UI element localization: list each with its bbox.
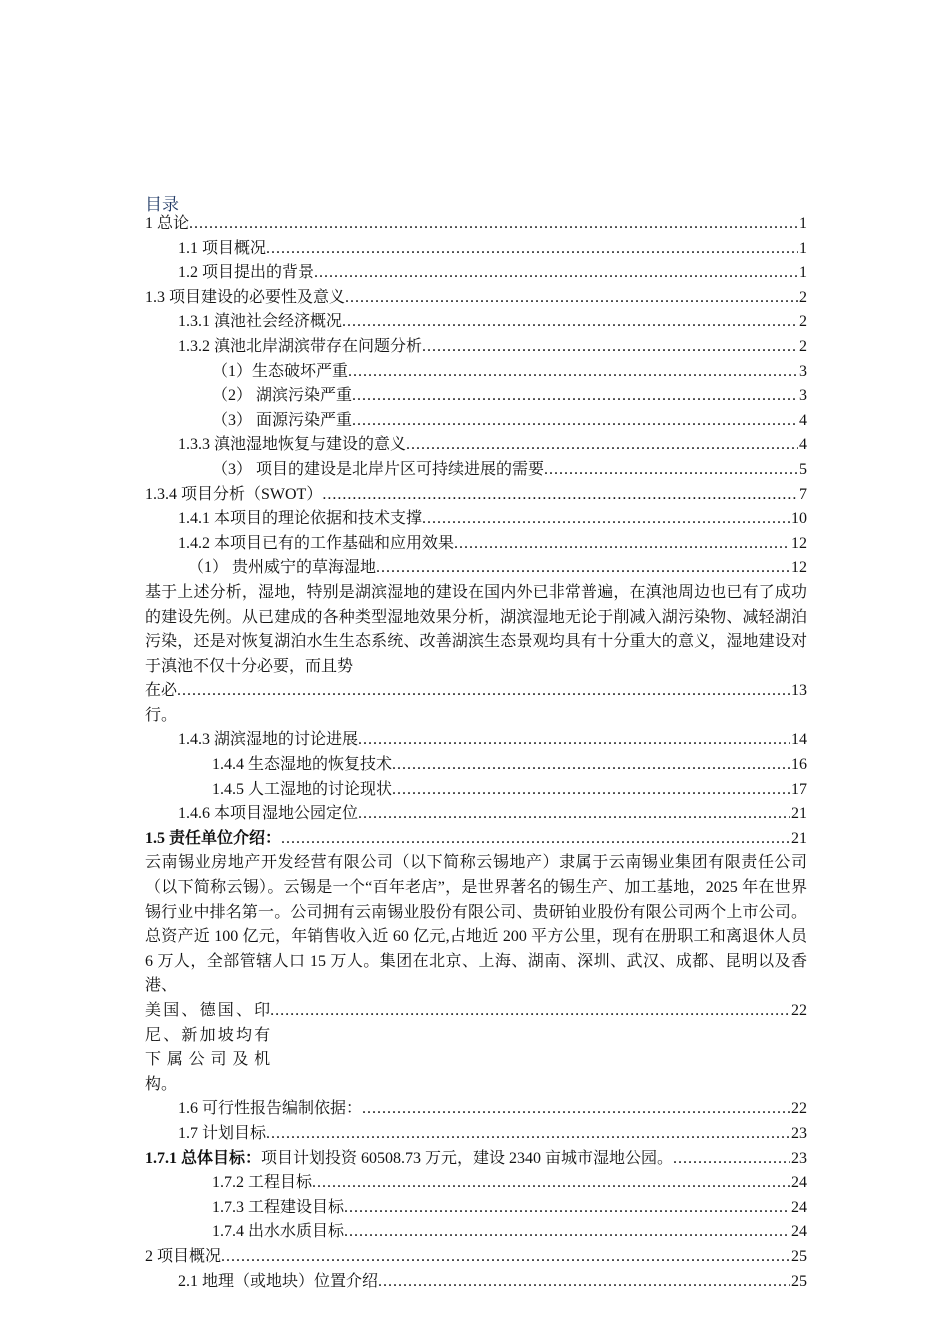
toc-entry[interactable] bbox=[145, 1122, 807, 1147]
toc-entry-label: 1.3.3 滇池湿地恢复与建设的意义 bbox=[178, 436, 407, 454]
toc-entry-page: 23 bbox=[791, 1149, 807, 1167]
toc-entry[interactable] bbox=[145, 237, 807, 262]
toc-entry[interactable] bbox=[145, 532, 807, 557]
toc-entry-page: 1 bbox=[799, 264, 807, 282]
toc-entry-page: 25 bbox=[791, 1247, 807, 1265]
paragraph-text: 基于上述分析，湿地，特别是湖滨湿地的建设在国内外已非常普遍，在滇池周边也已有了成功的建设先例。从已建成的各种类型湿地效果分析，湖滨湿地无论于削减入湖污染物、减轻湖泊污染，还是对恢复湖泊水生生态系统、改善湖滨生态景观均具有十分重大的意义，湿地建设对于滇池不仅十分必要，而且势 bbox=[145, 583, 807, 675]
toc-entry-label: 1.2 项目提出的背景 bbox=[178, 264, 315, 282]
toc-entry-page: 16 bbox=[791, 756, 807, 774]
toc-entry-label: 1.3.1 滇池社会经济概况 bbox=[178, 313, 343, 331]
toc-title: 目录 bbox=[145, 195, 179, 215]
toc-entry[interactable] bbox=[145, 212, 807, 237]
toc-entry[interactable] bbox=[145, 261, 807, 286]
toc-entry-page: 4 bbox=[799, 411, 807, 429]
toc-entry-page: 17 bbox=[791, 780, 807, 798]
toc-entry-page: 1 bbox=[799, 239, 807, 257]
toc-entry-page: 22 bbox=[791, 1002, 807, 1019]
toc-entry[interactable] bbox=[145, 310, 807, 335]
toc-entry-page: 2 bbox=[799, 337, 807, 355]
toc-paragraph-wetland[interactable] bbox=[145, 581, 807, 729]
toc-entry-page: 21 bbox=[791, 829, 807, 847]
toc-entry-label: 1.3.4 项目分析（SWOT） bbox=[145, 485, 323, 503]
toc-entry-label: 1.1 项目概况 bbox=[178, 239, 267, 257]
toc-entry-page: 25 bbox=[791, 1272, 807, 1290]
toc-entry-label: 1.4.5 人工湿地的讨论现状 bbox=[212, 780, 393, 798]
toc-entry-label: 1 总论 bbox=[145, 215, 190, 232]
toc-entry-label: 1.4.6 本项目湿地公园定位 bbox=[178, 805, 359, 823]
toc-entry-page: 2 bbox=[799, 313, 807, 331]
toc-entry[interactable] bbox=[145, 433, 807, 458]
toc-entry-label: 1.3.2 滇池北岸湖滨带存在问题分析 bbox=[178, 337, 423, 355]
toc-entry-label: 1.7.2 工程目标 bbox=[212, 1174, 313, 1192]
toc-entry[interactable] bbox=[145, 1196, 807, 1221]
toc-entry-page: 3 bbox=[799, 387, 807, 405]
toc-entry-label: （1） 贵州威宁的草海湿地 bbox=[188, 559, 377, 577]
toc-entry-page: 21 bbox=[791, 805, 807, 823]
toc-entry-page: 4 bbox=[799, 436, 807, 454]
toc-paragraph-company[interactable] bbox=[145, 851, 807, 1097]
toc-entry[interactable] bbox=[145, 778, 807, 803]
toc-entry-label: 2.1 地理（或地块）位置介绍 bbox=[178, 1272, 379, 1290]
toc-entry-page: 12 bbox=[791, 534, 807, 552]
toc-entry-page: 22 bbox=[791, 1100, 807, 1118]
toc-entry-label: 1.3 项目建设的必要性及意义 bbox=[145, 288, 346, 306]
toc-entry[interactable] bbox=[145, 753, 807, 778]
toc-entry[interactable] bbox=[145, 728, 807, 753]
toc-entry[interactable] bbox=[145, 1270, 807, 1295]
toc-entry-label: 1.7.3 工程建设目标 bbox=[212, 1198, 345, 1216]
toc-entry[interactable] bbox=[145, 556, 807, 581]
toc-entry[interactable] bbox=[145, 458, 807, 483]
toc-entry-page: 12 bbox=[791, 559, 807, 577]
toc-entry-page: 13 bbox=[791, 682, 807, 700]
paragraph-text: 云南锡业房地产开发经营有限公司（以下简称云锡地产）隶属于云南锡业集团有限责任公司（以下简称云锡）。云锡是一个“百年老店”，是世界著名的锡生产、加工基地，2025 年在世界锡行业中排名第一。公司拥有云南锡业股份有限公司、贵研铂业股份有限公司两个上市公司。总资产近 100 亿元，年销售收入近 60 亿元,占地近 200 平方公里，现有在册职工和离退休人员 6 万人，全部管辖人口 15 万人。集团在北京、上海、湖南、深圳、武汉、成都、昆明以及香港、 bbox=[145, 854, 807, 995]
toc-entry[interactable] bbox=[145, 483, 807, 508]
paragraph-last-line: 美国、德国、印尼、新加坡均有下属公司及机构。 bbox=[145, 1002, 271, 1093]
toc-entry-page: 24 bbox=[791, 1223, 807, 1241]
toc-entry-page: 7 bbox=[799, 485, 807, 503]
toc-entry-page: 2 bbox=[799, 288, 807, 306]
toc-entry[interactable] bbox=[145, 802, 807, 827]
toc-entry-page: 5 bbox=[799, 460, 807, 478]
toc-entry-label: 1.4.1 本项目的理论依据和技术支撑 bbox=[178, 510, 423, 528]
toc-entry-label: （1）生态破坏严重 bbox=[212, 362, 349, 380]
toc-entry-page: 24 bbox=[791, 1198, 807, 1216]
toc-entry[interactable] bbox=[145, 1220, 807, 1245]
table-of-contents bbox=[145, 212, 807, 1294]
toc-entry[interactable] bbox=[145, 1147, 807, 1172]
toc-entry-page: 23 bbox=[791, 1124, 807, 1142]
toc-entry-page: 24 bbox=[791, 1174, 807, 1192]
toc-entry-label: 1.6 可行性报告编制依据： bbox=[178, 1100, 363, 1118]
toc-entry-label: 1.7 计划目标 bbox=[178, 1124, 267, 1142]
toc-entry-label: 1.5 责任单位介绍： bbox=[145, 829, 282, 847]
toc-entry-label: （3） 面源污染严重 bbox=[212, 411, 353, 429]
toc-entry[interactable] bbox=[145, 827, 807, 852]
toc-entry-page: 10 bbox=[791, 510, 807, 528]
toc-entry-label-bold: 1.7.1 总体目标： bbox=[145, 1149, 262, 1167]
toc-entry-label: （3） 项目的建设是北岸片区可持续进展的需要 bbox=[212, 460, 545, 478]
toc-entry-page: 14 bbox=[791, 731, 807, 749]
toc-entry[interactable] bbox=[145, 1097, 807, 1122]
toc-entry[interactable] bbox=[145, 360, 807, 385]
toc-entry-label: 2 项目概况 bbox=[145, 1247, 222, 1265]
toc-entry[interactable] bbox=[145, 286, 807, 311]
toc-entry[interactable] bbox=[145, 1245, 807, 1270]
toc-entry-label: 1.7.4 出水水质目标 bbox=[212, 1223, 345, 1241]
toc-entry[interactable] bbox=[145, 335, 807, 360]
toc-entry-page: 1 bbox=[799, 215, 807, 232]
toc-entry-label: 1.4.3 湖滨湿地的讨论进展 bbox=[178, 731, 359, 749]
toc-entry-label: 1.4.2 本项目已有的工作基础和应用效果 bbox=[178, 534, 455, 552]
toc-entry-label: 项目计划投资 60508.73 万元，建设 2340 亩城市湿地公园。 bbox=[261, 1149, 674, 1167]
toc-entry[interactable] bbox=[145, 1171, 807, 1196]
toc-entry[interactable] bbox=[145, 384, 807, 409]
toc-entry-label: 1.4.4 生态湿地的恢复技术 bbox=[212, 756, 393, 774]
toc-entry[interactable] bbox=[145, 507, 807, 532]
paragraph-last-line: 在必行。 bbox=[145, 682, 178, 724]
toc-entry-label: （2） 湖滨污染严重 bbox=[212, 387, 353, 405]
toc-entry[interactable] bbox=[145, 409, 807, 434]
toc-entry-page: 3 bbox=[799, 362, 807, 380]
